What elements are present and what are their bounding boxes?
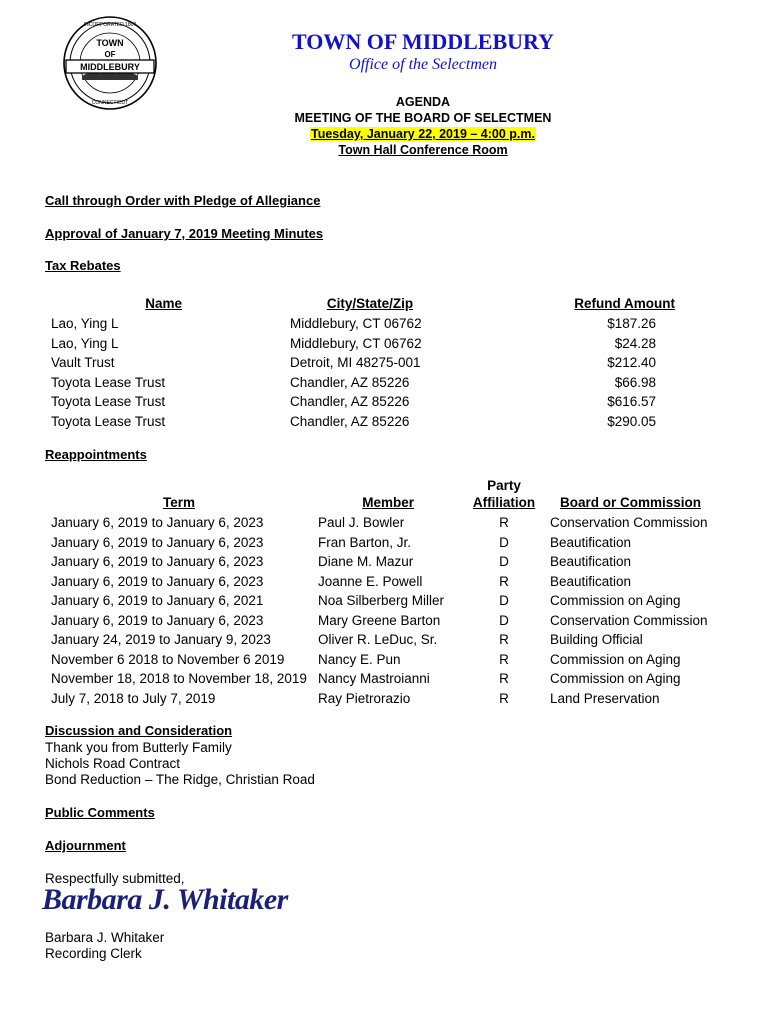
table-row [0, 613, 770, 633]
table-row [0, 375, 770, 395]
clerk-name: Barbara J. Whitaker [45, 930, 165, 945]
reapp-party: D [499, 534, 509, 550]
tax-city: Middlebury, CT 06762 [290, 316, 422, 331]
tax-refund: $187.26 [607, 316, 656, 331]
reapp-member: Nancy E. Pun [318, 651, 401, 667]
reapp-header-term: Term [162, 495, 195, 510]
tax-name: Toyota Lease Trust [51, 374, 166, 390]
svg-text:MIDDLEBURY: MIDDLEBURY [80, 62, 140, 72]
reapp-header-party: Affiliation [472, 495, 536, 510]
reapp-board: Conservation Commission [550, 612, 708, 628]
reapp-member: Ray Pietrorazio [318, 690, 411, 706]
table-row [0, 336, 770, 356]
tax-city: Chandler, AZ 85226 [290, 413, 410, 429]
tax-name: Vault Trust [51, 355, 115, 370]
office-subtitle: Office of the Selectmen [349, 56, 497, 73]
reapp-board: Commission on Aging [550, 671, 681, 686]
clerk-role: Recording Clerk [45, 946, 142, 961]
tax-city: Chandler, AZ 85226 [290, 394, 410, 409]
section-discussion: Discussion and Consideration [45, 723, 233, 738]
table-row [0, 515, 770, 535]
table-row [0, 355, 770, 375]
svg-text:TOWN: TOWN [96, 38, 124, 48]
tax-refund: $616.57 [607, 394, 656, 409]
discussion-item: Bond Reduction – The Ridge, Christian Road [45, 772, 315, 787]
reapp-member: Paul J. Bowler [318, 515, 405, 530]
tax-name: Toyota Lease Trust [51, 413, 166, 429]
section-approval-minutes: Approval of January 7, 2019 Meeting Minutes [45, 226, 324, 241]
svg-text:CONNECTICUT: CONNECTICUT [91, 100, 129, 106]
table-row [0, 394, 770, 414]
table-row [0, 574, 770, 594]
table-row [0, 632, 770, 652]
tax-rebates-table [0, 296, 770, 436]
tax-city: Middlebury, CT 06762 [290, 335, 422, 351]
respectfully-submitted: Respectfully submitted, [45, 871, 185, 886]
reapp-term: January 24, 2019 to January 9, 2023 [51, 632, 271, 647]
section-public-comments: Public Comments [45, 805, 155, 820]
agenda-heading: AGENDA [395, 95, 451, 109]
meeting-location-text: Town Hall Conference Room [338, 143, 508, 157]
section-reappointments: Reappointments [45, 447, 147, 462]
reapp-term: January 6, 2019 to January 6, 2023 [51, 534, 264, 550]
reapp-term: January 6, 2019 to January 6, 2021 [51, 593, 264, 608]
reapp-party: D [499, 554, 509, 569]
reapp-header-board: Board or Commission [559, 495, 701, 510]
meeting-datetime [218, 127, 628, 141]
reapp-member: Noa Silberberg Miller [318, 593, 445, 608]
reapp-board: Beautification [550, 554, 632, 569]
tax-city: Chandler, AZ 85226 [290, 374, 410, 390]
tax-name: Lao, Ying L [51, 316, 119, 331]
section-call-to-order: Call through Order with Pledge of Allegiance [45, 193, 321, 208]
tax-refund: $24.28 [614, 335, 656, 351]
meeting-location [218, 143, 628, 157]
town-title: TOWN OF MIDDLEBURY [291, 29, 555, 54]
reapp-member: Nancy Mastroianni [318, 671, 430, 686]
reapp-party: D [499, 612, 509, 628]
table-row [0, 691, 770, 711]
table-row [0, 554, 770, 574]
reappointments-table [0, 478, 770, 710]
table-row [0, 652, 770, 672]
reapp-board: Conservation Commission [550, 515, 708, 530]
reapp-party: R [499, 671, 509, 686]
table-row [0, 671, 770, 691]
svg-text:OF: OF [104, 50, 116, 59]
tax-header-refund: Refund Amount [574, 296, 675, 311]
reapp-member: Fran Barton, Jr. [318, 534, 412, 550]
reapp-board: Beautification [550, 573, 632, 589]
tax-name: Lao, Ying L [51, 335, 119, 351]
tax-header-city: City/State/Zip [326, 296, 414, 311]
reapp-party: R [499, 632, 509, 647]
tax-city: Detroit, MI 48275-001 [290, 355, 421, 370]
tax-name: Toyota Lease Trust [51, 394, 166, 409]
table-row [0, 535, 770, 555]
reapp-board: Commission on Aging [550, 651, 681, 667]
reapp-term: November 18, 2018 to November 18, 2019 [51, 671, 307, 686]
section-tax-rebates: Tax Rebates [45, 258, 121, 273]
reapp-board: Commission on Aging [550, 593, 681, 608]
tax-refund: $66.98 [614, 374, 656, 390]
reapp-party: R [499, 573, 509, 589]
reapp-header-member: Member [362, 495, 414, 510]
reapp-member: Oliver R. LeDuc, Sr. [318, 632, 438, 647]
signature: Barbara J. Whitaker [42, 883, 288, 916]
table-row [0, 316, 770, 336]
discussion-item: Thank you from Butterly Family [45, 740, 232, 755]
reapp-party: R [499, 515, 509, 530]
table-row [0, 593, 770, 613]
reapp-term: January 6, 2019 to January 6, 2023 [51, 515, 264, 530]
svg-text:INCORPORATED 1807: INCORPORATED 1807 [83, 22, 137, 28]
reapp-board: Beautification [550, 534, 632, 550]
reapp-board: Building Official [550, 632, 643, 647]
reapp-board: Land Preservation [550, 690, 660, 706]
reapp-term: November 6 2018 to November 6 2019 [51, 651, 285, 667]
reapp-member: Diane M. Mazur [318, 554, 414, 569]
section-adjournment: Adjournment [45, 838, 126, 853]
reapp-member: Joanne E. Powell [318, 573, 423, 589]
tax-refund: $212.40 [607, 355, 656, 370]
reapp-party: D [499, 593, 509, 608]
tax-header-name: Name [145, 296, 182, 311]
reapp-term: January 6, 2019 to January 6, 2023 [51, 612, 264, 628]
reapp-term: July 7, 2018 to July 7, 2019 [51, 690, 216, 706]
table-row [0, 414, 770, 434]
discussion-item: Nichols Road Contract [45, 756, 181, 771]
town-seal-logo [62, 14, 158, 112]
reapp-party: R [499, 690, 509, 706]
reapp-term: January 6, 2019 to January 6, 2023 [51, 573, 264, 589]
tax-refund: $290.05 [607, 413, 656, 429]
reapp-header-party-top: Party [487, 478, 521, 493]
meeting-datetime-text: Tuesday, January 22, 2019 – 4:00 p.m. [311, 127, 535, 141]
reapp-member: Mary Greene Barton [318, 612, 441, 628]
meeting-heading: MEETING OF THE BOARD OF SELECTMEN [294, 111, 552, 125]
reapp-term: January 6, 2019 to January 6, 2023 [51, 554, 264, 569]
reapp-party: R [499, 651, 509, 667]
